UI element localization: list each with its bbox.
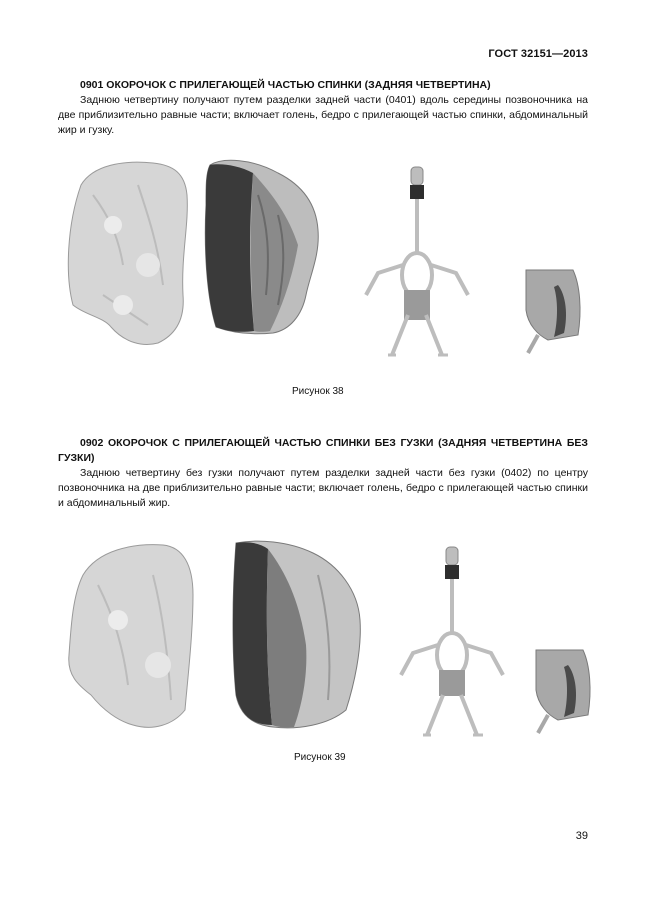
section-0902 (58, 436, 588, 511)
standard-header: ГОСТ 32151—2013 (488, 48, 588, 60)
chicken-skeleton-diagram (393, 535, 513, 745)
section-body: Заднюю четвертину получают путем разделки задней части (0401) вдоль середины позвоночника на две приблизительно равные части; включает голень, бедро с прилегающей частью спинки, абдоминальный жир и гузку. (58, 94, 588, 136)
figure-caption: Рисунок 39 (294, 752, 346, 763)
figure-38 (58, 155, 588, 370)
page-number: 39 (575, 830, 588, 842)
hindquarter-meat-side-image (228, 535, 368, 735)
section-body: Заднюю четвертину без гузки получают путем разделки задней части без гузки (0402) по центру позвоночника на две приблизительно равные части; включает голень, бедро с прилегающей частью спинки и абдоминальный жир. (58, 467, 588, 509)
cut-region-diagram (528, 645, 598, 745)
chicken-skeleton-diagram (358, 155, 478, 365)
cut-region-diagram (518, 265, 588, 365)
section-title: 0901 ОКОРОЧОК С ПРИЛЕГАЮЩЕЙ ЧАСТЬЮ СПИНКИ (ЗАДНЯЯ ЧЕТВЕРТИНА) (80, 79, 491, 91)
figure-caption: Рисунок 38 (292, 386, 344, 397)
hindquarter-skin-side-image (63, 155, 193, 355)
hindquarter-skin-side-image (63, 535, 203, 735)
section-title: 0902 ОКОРОЧОК С ПРИЛЕГАЮЩЕЙ ЧАСТЬЮ СПИНКИ БЕЗ ГУЗКИ (ЗАДНЯЯ ЧЕТВЕРТИНА БЕЗ ГУЗКИ) (58, 437, 588, 464)
hindquarter-meat-side-image (198, 155, 323, 345)
figure-39 (58, 535, 588, 745)
section-0901 (58, 78, 588, 138)
